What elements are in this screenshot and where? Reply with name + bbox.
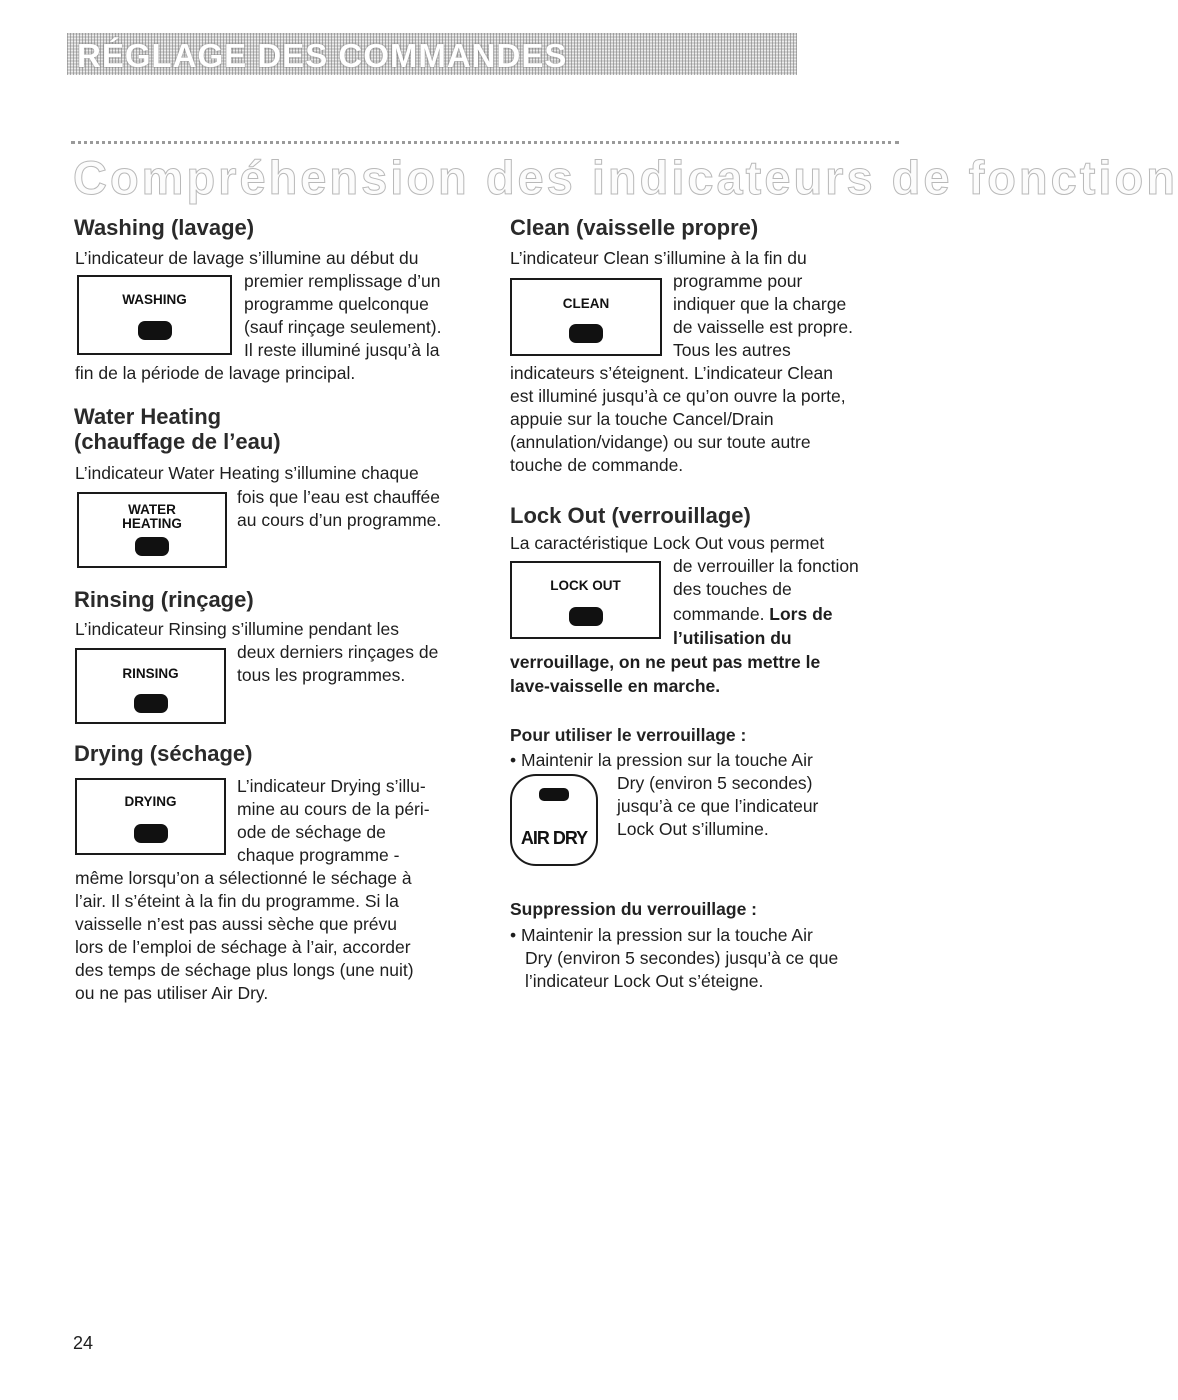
drying-indicator-light: [134, 824, 168, 843]
washing-text-line: (sauf rinçage seulement).: [244, 317, 442, 337]
clean-text-line: Tous les autres: [673, 340, 791, 360]
lock-use-text-line: Lock Out s’illumine.: [617, 819, 769, 839]
lock-out-indicator-light: [569, 607, 603, 626]
lock-use-text-line: • Maintenir la pression sur la touche Air: [510, 750, 813, 770]
water-heating-text-line: fois que l’eau est chauffée: [237, 487, 441, 507]
lock-out-warning-line: verrouillage, on ne peut pas mettre le: [510, 652, 821, 672]
air-dry-button-label: AIR DRY: [520, 828, 588, 848]
lock-out-indicator-label: LOCK OUT: [550, 578, 621, 593]
lock-out-warning-line: l’utilisation du: [673, 628, 792, 648]
drying-text-line: des temps de séchage plus longs (une nuit): [75, 960, 414, 980]
lock-out-warning-line: lave-vaisselle en marche.: [510, 676, 721, 696]
clean-indicator-panel: [510, 278, 662, 356]
rinsing-text-line: tous les programmes.: [237, 665, 406, 685]
rinsing-indicator-label: RINSING: [122, 666, 179, 681]
washing-text-line: fin de la période de lavage principal.: [75, 363, 356, 383]
section-banner: [67, 33, 797, 75]
air-dry-light: [539, 788, 569, 801]
clean-indicator-light: [569, 324, 603, 343]
clean-text-line: (annulation/vidange) ou sur toute autre: [510, 432, 811, 452]
drying-text-line: L’indicateur Drying s’illu-: [237, 776, 426, 796]
drying-text-line: ou ne pas utiliser Air Dry.: [75, 983, 269, 1003]
water-heating-indicator-label: WATER: [128, 502, 176, 517]
washing-indicator-label: WASHING: [122, 292, 187, 307]
water-heating-text-line: au cours d’un programme.: [237, 510, 442, 530]
washing-text-line: L’indicateur de lavage s’illumine au début du: [75, 248, 419, 268]
lock-out-text-line: La caractéristique Lock Out vous permet: [510, 533, 825, 553]
lock-out-text-line: [673, 603, 833, 626]
lock-use-heading: Pour utiliser le verrouillage :: [510, 725, 747, 745]
clean-text-line: de vaisselle est propre.: [673, 317, 853, 337]
lock-remove-heading: Suppression du verrouillage :: [510, 899, 757, 919]
water-heating-indicator-panel: [77, 492, 227, 568]
drying-text-line: lors de l’emploi de séchage à l’air, accorder: [75, 937, 411, 957]
rinsing-indicator-panel: [75, 648, 226, 724]
clean-text-line: indicateurs s’éteignent. L’indicateur Clean: [510, 363, 833, 383]
drying-text-line: mine au cours de la péri-: [237, 799, 430, 819]
drying-text-line: vaisselle n’est pas aussi sèche que prévu: [75, 914, 397, 934]
drying-text-line: l’air. Il s’éteint à la fin du programme. Si la: [75, 891, 399, 911]
water-heating-heading: Water Heating: [74, 404, 222, 429]
lock-use-text-line: jusqu’à ce que l’indicateur: [617, 796, 819, 816]
rinsing-indicator-light: [134, 694, 168, 713]
washing-text-line: Il reste illuminé jusqu’à la: [244, 340, 440, 360]
water-heating-indicator-light: [135, 537, 169, 556]
rinsing-heading: Rinsing (rinçage): [74, 587, 254, 612]
lock-remove-text-line: l’indicateur Lock Out s’éteigne.: [525, 971, 764, 991]
clean-text-line: programme pour: [673, 271, 803, 291]
clean-text-line: indiquer que la charge: [673, 294, 847, 314]
clean-indicator-label: CLEAN: [562, 296, 610, 311]
water-heating-text-line: L’indicateur Water Heating s’illumine chaque: [75, 463, 419, 483]
air-dry-button: [510, 774, 598, 866]
washing-text-line: premier remplissage d’un: [244, 271, 441, 291]
lock-out-heading: Lock Out (verrouillage): [510, 503, 751, 528]
washing-text-line: programme quelconque: [244, 294, 429, 314]
lock-out-text-bold: Lors de: [769, 604, 833, 624]
clean-text-line: est illuminé jusqu’à ce qu’on ouvre la porte,: [510, 386, 846, 406]
lock-out-text-plain: commande.: [673, 604, 770, 624]
clean-text-line: L’indicateur Clean s’illumine à la fin du: [510, 248, 807, 268]
lock-out-text-line: des touches de: [673, 579, 792, 599]
clean-heading: Clean (vaisselle propre): [510, 215, 759, 240]
drying-text-line: ode de séchage de: [237, 822, 386, 842]
rinsing-text-line: deux derniers rinçages de: [237, 642, 439, 662]
drying-heading: Drying (séchage): [74, 741, 253, 766]
page-number: 24: [73, 1333, 94, 1353]
drying-text-line: même lorsqu’on a sélectionné le séchage à: [75, 868, 412, 888]
washing-indicator-panel: [77, 275, 232, 355]
drying-indicator-label: DRYING: [124, 794, 177, 809]
rinsing-text-line: L’indicateur Rinsing s’illumine pendant les: [75, 619, 399, 639]
dotted-divider: [71, 141, 899, 144]
drying-text-line: chaque programme -: [237, 845, 400, 865]
page-title: Compréhension des indicateurs de fonction: [73, 151, 1178, 204]
drying-indicator-panel: [75, 778, 226, 855]
lock-remove-text-line: • Maintenir la pression sur la touche Air: [510, 925, 813, 945]
lock-remove-text-line: Dry (environ 5 secondes) jusqu’à ce que: [525, 948, 839, 968]
lock-out-indicator-panel: [510, 561, 661, 639]
washing-indicator-light: [138, 321, 172, 340]
clean-text-line: touche de commande.: [510, 455, 684, 475]
lock-out-text-line: de verrouiller la fonction: [673, 556, 859, 576]
water-heating-heading-sub: (chauffage de l’eau): [74, 429, 281, 454]
washing-heading: Washing (lavage): [74, 215, 255, 240]
clean-text-line: appuie sur la touche Cancel/Drain: [510, 409, 774, 429]
water-heating-indicator-label: HEATING: [122, 516, 182, 531]
lock-use-text-line: Dry (environ 5 secondes): [617, 773, 813, 793]
banner-title: RÉGLAGE DES COMMANDES: [77, 37, 568, 74]
